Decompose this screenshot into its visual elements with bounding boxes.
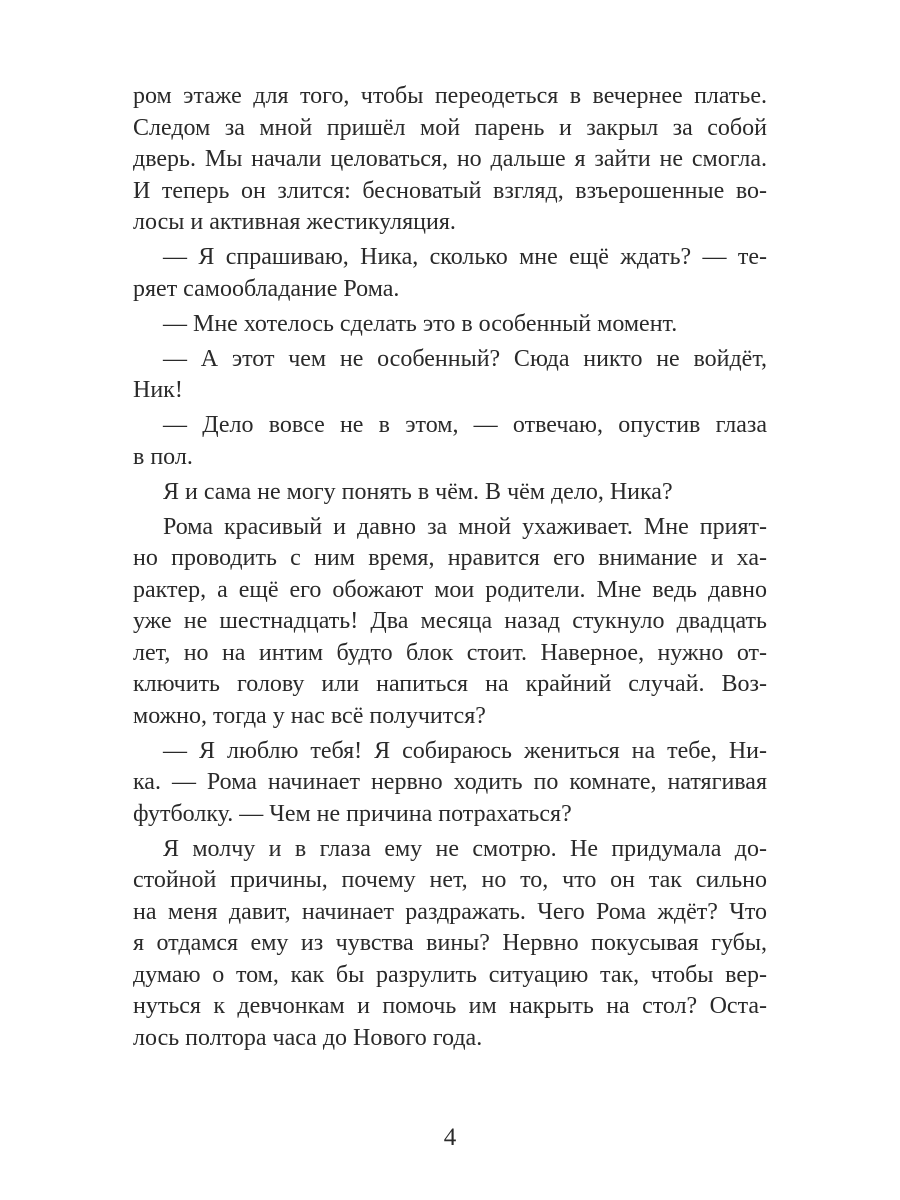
paragraph	[133, 512, 767, 733]
page-body	[133, 81, 767, 1054]
paragraph	[133, 410, 767, 473]
text-line: ряет самообладание Рома.	[133, 275, 400, 302]
text-line: — Я люблю тебя! Я собираюсь жениться на тебе, Ни-	[163, 737, 767, 764]
page-number: 4	[443, 1124, 457, 1151]
text-line: — А этот чем не особенный? Сюда никто не войдёт,	[163, 345, 767, 372]
paragraph	[133, 81, 767, 239]
text-line: футболку. — Чем не причина потрахаться?	[133, 800, 572, 827]
text-line: Я молчу и в глаза ему не смотрю. Не придумала до-	[163, 835, 767, 862]
text-line: ка. — Рома начинает нервно ходить по комнате, натягивая	[133, 769, 767, 795]
paragraph	[133, 736, 767, 831]
text-line: ключить голову или напиться на крайний случай. Воз-	[133, 671, 767, 697]
paragraph	[133, 344, 767, 407]
text-line: — Я спрашиваю, Ника, сколько мне ещё ждать? — те-	[163, 244, 767, 270]
paragraph	[133, 834, 767, 1055]
text-line: думаю о том, как бы разрулить ситуацию так, чтобы вер-	[133, 961, 767, 988]
text-line: лосы и активная жестикуляция.	[133, 209, 456, 235]
text-line: на меня давит, начинает раздражать. Чего Рома ждёт? Что	[133, 898, 767, 925]
text-line: в пол.	[133, 443, 193, 470]
text-line: можно, тогда у нас всё получится?	[133, 702, 486, 729]
text-line: И теперь он злится: бесноватый взгляд, взъерошенные во-	[133, 177, 767, 204]
text-line: лет, но на интим будто блок стоит. Наверное, нужно от-	[133, 639, 767, 666]
text-line: Следом за мной пришёл мой парень и закрыл за собой	[133, 114, 767, 141]
text-line: уже не шестнадцать! Два месяца назад стукнуло двадцать	[133, 608, 767, 634]
paragraph	[133, 242, 767, 305]
text-line: дверь. Мы начали целоваться, но дальше я зайти не смогла.	[133, 146, 767, 172]
text-line: — Дело вовсе не в этом, — отвечаю, опустив глаза	[163, 412, 767, 438]
text-line: рактер, а ещё его обожают мои родители. Мне ведь давно	[133, 576, 767, 603]
text-line: Я и сама не могу понять в чём. В чём дело, Ника?	[163, 478, 673, 505]
text-line: я отдамся ему из чувства вины? Нервно покусывая губы,	[133, 930, 767, 956]
text-line: нуться к девчонкам и помочь им накрыть на стол? Оста-	[133, 993, 767, 1019]
paragraph	[133, 477, 767, 509]
text-line: стойной причины, почему нет, но то, что он так сильно	[133, 867, 767, 893]
text-line: Ник!	[133, 377, 183, 403]
paragraph	[133, 309, 767, 341]
text-line: но проводить с ним время, нравится его внимание и ха-	[133, 545, 767, 571]
text-line: — Мне хотелось сделать это в особенный момент.	[163, 310, 678, 337]
text-line: ром этаже для того, чтобы переодеться в вечернее платье.	[133, 83, 767, 109]
text-line: Рома красивый и давно за мной ухаживает. Мне прият-	[163, 513, 767, 540]
text-line: лось полтора часа до Нового года.	[133, 1024, 483, 1051]
